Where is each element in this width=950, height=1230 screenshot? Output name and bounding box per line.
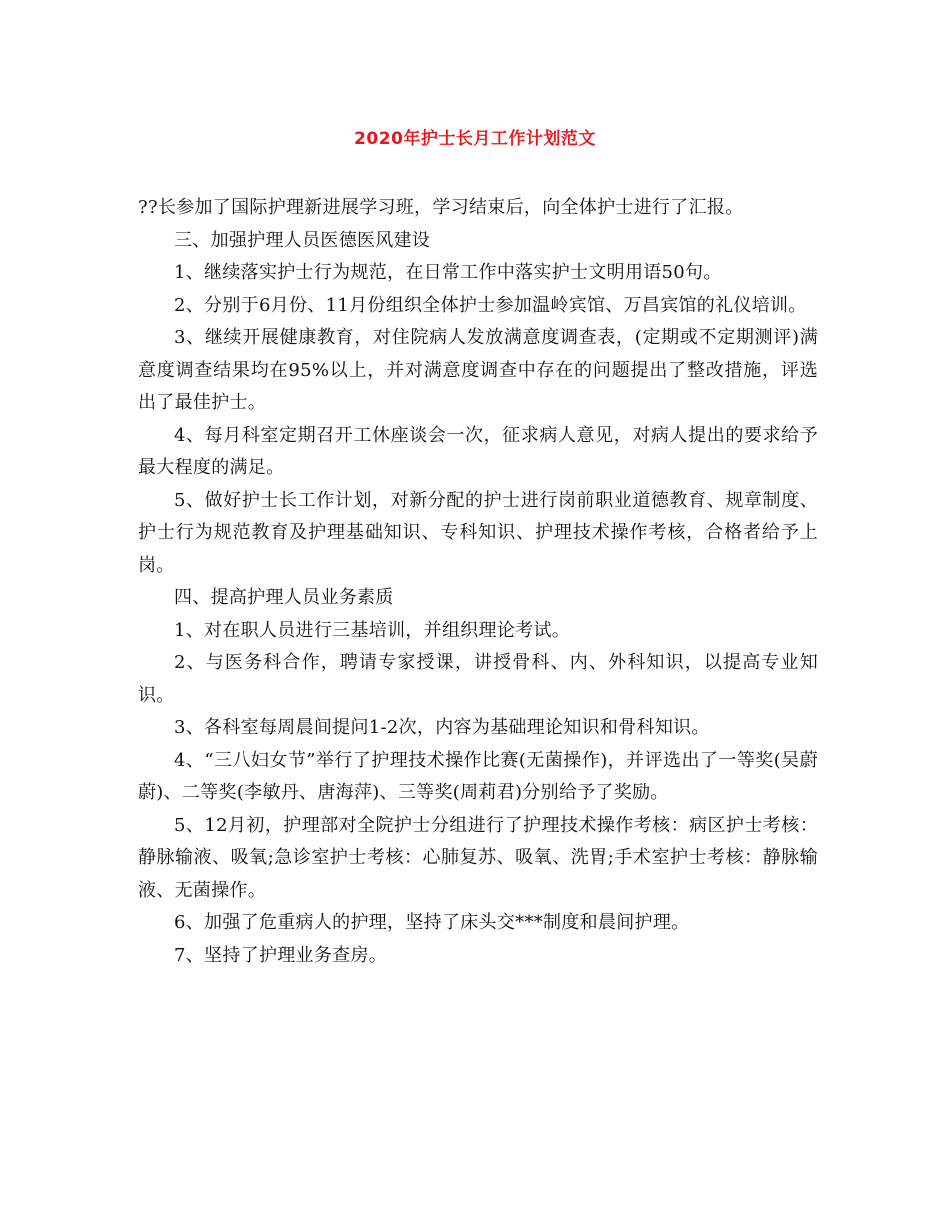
paragraph: 2、与医务科合作，聘请专家授课，讲授骨科、内、外科知识，以提高专业知识。 bbox=[138, 652, 818, 706]
paragraph: 5、做好护士长工作计划，对新分配的护士进行岗前职业道德教育、规章制度、护士行为规范教育及护理基础知识、专科知识、护理技术操作考核，合格者给予上岗。 bbox=[138, 489, 818, 576]
document-body bbox=[138, 192, 818, 972]
document-title: 2020年护士长月工作计划范文 bbox=[354, 129, 596, 149]
paragraph: 6、加强了危重病人的护理，坚持了床头交***制度和晨间护理。 bbox=[174, 912, 690, 933]
paragraph: 2、分别于6月份、11月份组织全体护士参加温岭宾馆、万昌宾馆的礼仪培训。 bbox=[174, 294, 807, 316]
paragraph: 1、继续落实护士行为规范，在日常工作中落实护士文明用语50句。 bbox=[174, 262, 722, 283]
paragraph: 7、坚持了护理业务查房。 bbox=[174, 944, 388, 966]
paragraph: 3、各科室每周晨间提问1-2次，内容为基础理论知识和骨科知识。 bbox=[174, 717, 710, 738]
paragraph: 5、12月初，护理部对全院护士分组进行了护理技术操作考核：病区护士考核：静脉输液、吸氧;急诊室护士考核：心肺复苏、吸氧、洗胃;手术室护士考核：静脉输液、无菌操作。 bbox=[138, 814, 818, 901]
paragraph: ??长参加了国际护理新进展学习班，学习结束后，向全体护士进行了汇报。 bbox=[138, 197, 744, 218]
section-heading: 三、加强护理人员医德医风建设 bbox=[174, 229, 431, 251]
paragraph: 1、对在职人员进行三基培训，并组织理论考试。 bbox=[174, 619, 571, 641]
paragraph: 3、继续开展健康教育，对住院病人发放满意度调查表，(定期或不定期测评)满意度调查结果均在95%以上，并对满意度调查中存在的问题提出了整改措施，评选出了最佳护士。 bbox=[138, 327, 818, 413]
paragraph: 4、“三八妇女节”举行了护理技术操作比赛(无菌操作)，并评选出了一等奖(吴蔚蔚)、二等奖(李敏丹、唐海萍)、三等奖(周莉君)分别给予了奖励。 bbox=[138, 749, 818, 803]
section-heading: 四、提高护理人员业务素质 bbox=[174, 587, 394, 608]
paragraph: 4、每月科室定期召开工休座谈会一次，征求病人意见，对病人提出的要求给予最大程度的满足。 bbox=[138, 424, 818, 478]
